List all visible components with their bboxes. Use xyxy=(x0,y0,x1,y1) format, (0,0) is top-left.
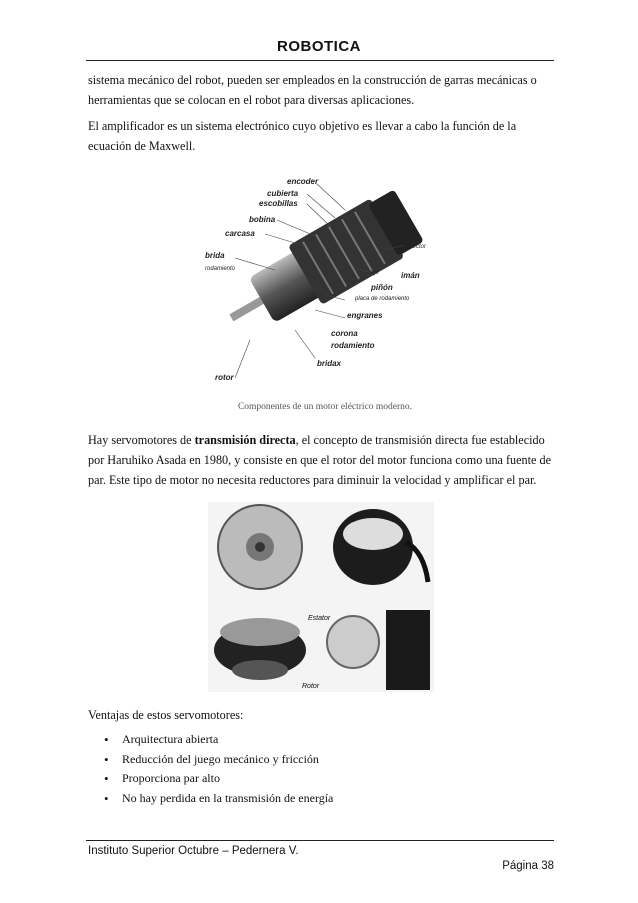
paragraph-2: El amplificador es un sistema electrónico cuyo objetivo es llevar a cabo la función de la ecuación de Maxwell. xyxy=(88,119,517,153)
direct-drive-motors-photo xyxy=(208,502,434,692)
list-item: • Reducción del juego mecánico y fricción xyxy=(104,750,333,770)
label-pinon: piñón xyxy=(371,283,393,292)
header-rule xyxy=(86,60,554,61)
label-corona: corona xyxy=(331,329,358,338)
label-estator: Estator xyxy=(308,615,331,622)
paragraph-3-lead: Hay servomotores de xyxy=(88,433,195,447)
label-brida: brida xyxy=(205,251,225,260)
label-bridax: bridax xyxy=(317,359,342,368)
advantages-list xyxy=(104,730,333,808)
label-eje: eje xyxy=(371,270,380,276)
label-escobillas: escobillas xyxy=(259,199,298,208)
label-rotor: rotor xyxy=(215,373,234,382)
label-bobina: bobina xyxy=(249,215,276,224)
label-placa: placa de rodamiento xyxy=(355,296,410,302)
figure-1-caption: Componentes de un motor eléctrico moderno. xyxy=(237,402,413,412)
list-item: • Proporciona par alto xyxy=(104,769,333,789)
footer-institution: Instituto Superior Octubre – Pedernera V. xyxy=(88,845,299,857)
label-carcasa: carcasa xyxy=(225,229,255,238)
label-encoder: encoder xyxy=(287,177,319,186)
footer-rule xyxy=(86,840,554,841)
label-rodamiento: rodamiento xyxy=(331,341,375,350)
paragraph-3 xyxy=(88,430,558,490)
motor-components-figure xyxy=(205,170,445,385)
list-item: • Arquitectura abierta xyxy=(104,730,333,750)
page-number: Página 38 xyxy=(502,860,554,872)
label-cubierta: cubierta xyxy=(267,189,299,198)
controller-box xyxy=(386,610,430,690)
paragraph-4: Ventajas de estos servomotores: xyxy=(88,708,244,722)
paragraph-3-rest: , el concepto de transmisión directa fue establecido por Haruhiko Asada en 1980, y consiste en que el rotor del motor funciona como una fuente de par. Este tipo de motor no necesita reductores para diminuir la velocidad y amplificar el par. xyxy=(88,433,551,487)
page-header-title: ROBOTICA xyxy=(277,38,361,55)
paragraph-1: sistema mecánico del robot, pueden ser empleados en la construcción de garras mecánicas o herramientas que se colocan en el robot para diversas aplicaciones. xyxy=(88,73,537,107)
list-item: • No hay perdida en la transmisión de energía xyxy=(104,789,333,809)
label-rotor-photo: Rotor xyxy=(302,683,320,690)
label-engranes: engranes xyxy=(347,311,383,320)
label-rodamiento-small: rodamiento xyxy=(205,266,236,272)
label-iman: imán xyxy=(401,271,420,280)
label-colector: colector xyxy=(405,244,427,250)
rotor-disc xyxy=(232,660,288,680)
paragraph-3-bold: transmisión directa xyxy=(194,433,296,447)
